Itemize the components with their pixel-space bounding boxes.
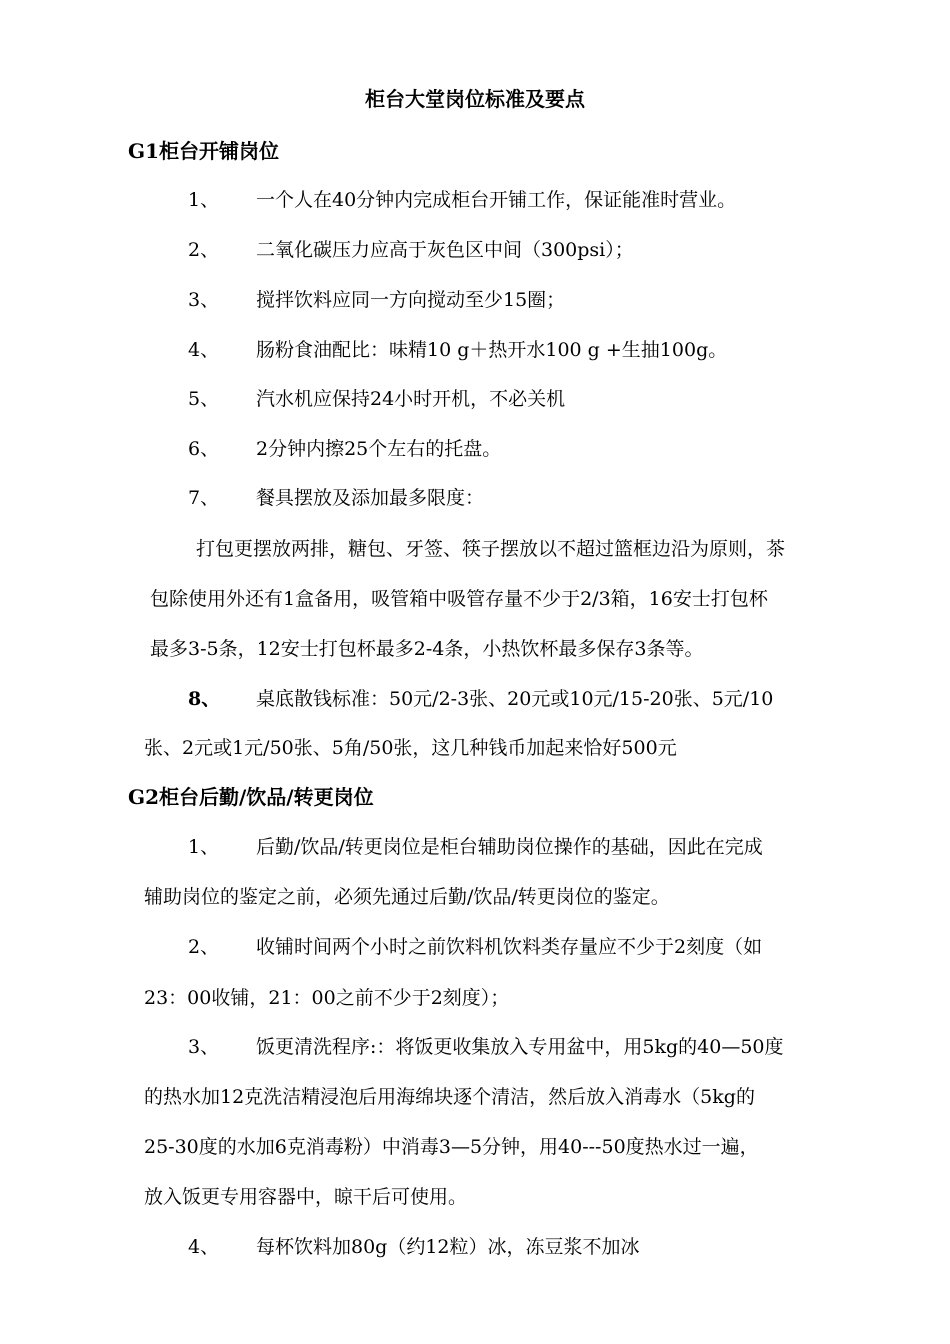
item-number: 8、 [188,688,221,710]
item-continuation: 打包更摆放两排，糖包、牙签、筷子摆放以不超过篮框边沿为原则，茶 [196,538,786,560]
item-number: 6、 [188,438,220,460]
item-continuation: 张、2元或1元/50张、5角/50张，这几种钱币加起来恰好500元 [144,737,677,759]
item-number: 2、 [188,239,220,261]
item-text: 搅拌饮料应同一方向搅动至少15圈； [256,289,566,311]
item-continuation: 最多3-5条，12安士打包杯最多2-4条，小热饮杯最多保存3条等。 [150,638,704,660]
section-heading-g1: G1柜台开铺岗位 [128,139,279,163]
item-continuation: 23：00收铺，21：00之前不少于2刻度）； [144,987,510,1009]
item-number: 2、 [188,936,220,958]
item-continuation: 放入饭更专用容器中，晾干后可使用。 [144,1186,468,1208]
item-text: 收铺时间两个小时之前饮料机饮料类存量应不少于2刻度（如 [256,936,763,958]
item-text: 一个人在40分钟内完成柜台开铺工作，保证能准时营业。 [256,189,737,211]
document-title: 柜台大堂岗位标准及要点 [365,87,585,111]
item-text: 餐具摆放及添加最多限度： [256,487,485,509]
item-number: 3、 [188,289,220,311]
item-number: 1、 [188,836,220,858]
item-number: 7、 [188,487,220,509]
item-text: 二氧化碳压力应高于灰色区中间（300psi）； [256,239,634,261]
item-number: 5、 [188,388,220,410]
item-text: 汽水机应保持24小时开机，不必关机 [256,388,566,410]
item-text: 饭更清洗程序:：将饭更收集放入专用盆中，用5kg的40—50度 [256,1036,784,1058]
item-text: 每杯饮料加80g（约12粒）冰，冻豆浆不加冰 [256,1236,640,1258]
item-continuation: 25-30度的水加6克消毒粉）中消毒3—5分钟，用40---50度热水过一遍， [144,1136,759,1158]
item-number: 4、 [188,1236,220,1258]
item-number: 1、 [188,189,220,211]
item-text: 后勤/饮品/转更岗位是柜台辅助岗位操作的基础，因此在完成 [256,836,763,858]
item-number: 3、 [188,1036,220,1058]
item-text: 桌底散钱标准：50元/2-3张、20元或10元/15-20张、5元/10 [256,688,774,710]
item-text: 2分钟内擦25个左右的托盘。 [256,438,502,460]
item-continuation: 包除使用外还有1盒备用，吸管箱中吸管存量不少于2/3箱，16安士打包杯 [150,588,768,610]
item-text: 肠粉食油配比：味精10 g＋热开水100 g +生抽100g。 [256,339,728,361]
section-heading-g2: G2柜台后勤/饮品/转更岗位 [128,785,374,809]
item-continuation: 的热水加12克洗洁精浸泡后用海绵块逐个清洁，然后放入消毒水（5kg的 [144,1086,755,1108]
item-number: 4、 [188,339,220,361]
item-continuation: 辅助岗位的鉴定之前，必须先通过后勤/饮品/转更岗位的鉴定。 [144,886,670,908]
